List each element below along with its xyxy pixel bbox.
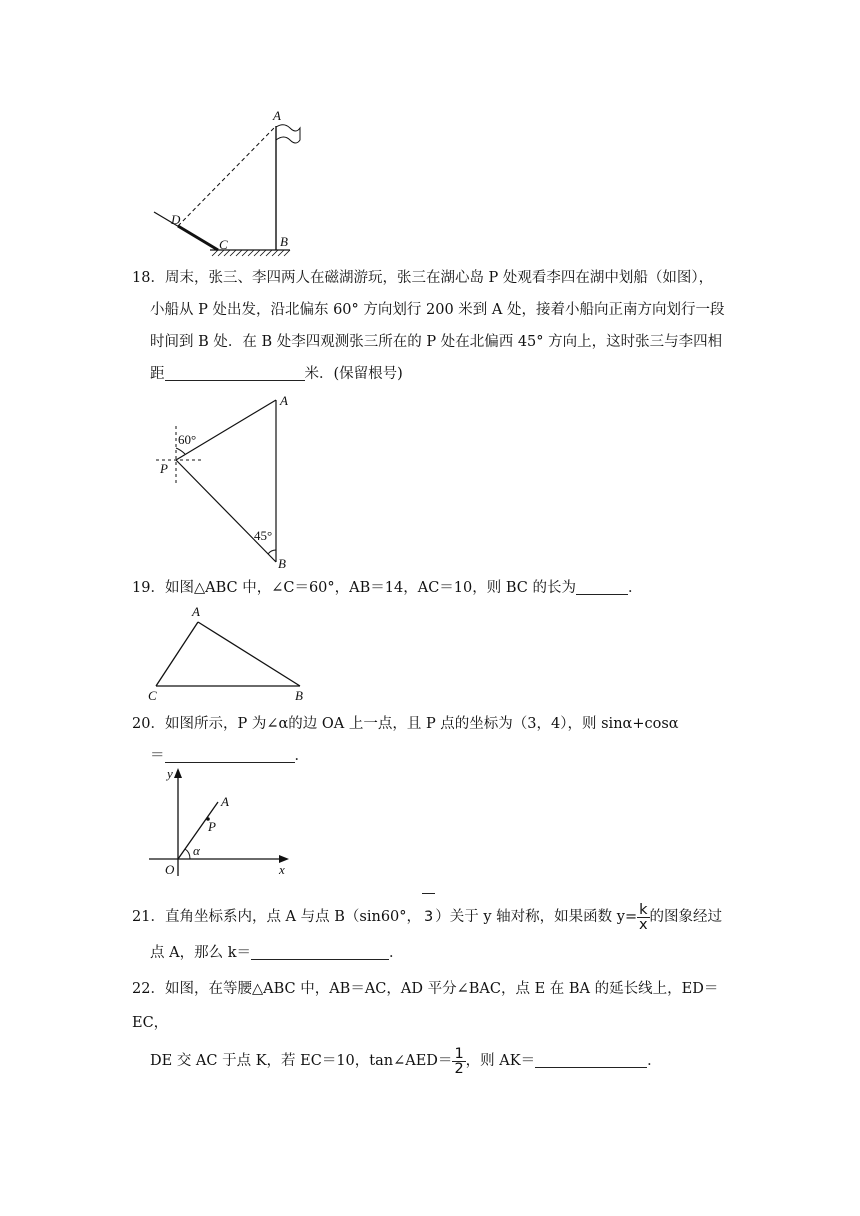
label-B: B: [295, 688, 303, 703]
question-number: 19．: [132, 580, 165, 596]
fraction-one-half: [452, 1047, 465, 1076]
fraction-denominator: 2: [454, 1060, 464, 1077]
angle-45-label: 45°: [254, 528, 273, 543]
label-P: P: [160, 461, 168, 476]
question-text: 如图△ABC 中，∠C＝60°，AB＝14，AC＝10，则 BC 的长为: [164, 580, 576, 596]
question-text: ，则 AK＝: [465, 1053, 536, 1069]
label-A: A: [273, 108, 281, 123]
question-text: ．: [388, 945, 404, 961]
question-20: [132, 708, 742, 772]
question-number: 21．: [132, 909, 165, 925]
figure-q19-triangle-abc: [140, 600, 320, 710]
label-B: B: [278, 556, 286, 571]
sqrt-expression: 3: [422, 893, 435, 940]
label-A: A: [221, 794, 229, 809]
question-text: 如图所示，P 为∠α的边 OA 上一点，且 P 点的坐标为（3，4），则 sinα+cosα: [164, 716, 679, 732]
label-A: A: [192, 604, 200, 619]
label-C: C: [219, 237, 228, 252]
figure-q17-flagpole: [140, 100, 310, 270]
question-text: ．: [627, 580, 643, 596]
figure-q20-coordinate-angle: [145, 764, 295, 879]
question-number: 20．: [132, 716, 165, 732]
label-alpha: α: [193, 843, 200, 858]
answer-blank[interactable]: [576, 578, 628, 595]
question-text: 直角坐标系内，点 A 与点 B（sin60°，: [164, 909, 422, 925]
question-text: 如图，在等腰△ABC 中，AB＝AC，AD 平分∠BAC，点 E 在 BA 的延长线上，ED＝EC，: [132, 981, 719, 1031]
question-text: ．: [647, 1053, 662, 1069]
question-text: ＝: [150, 748, 165, 764]
question-21: [132, 893, 752, 966]
label-B: B: [280, 234, 288, 249]
fraction-numerator: 1: [454, 1045, 464, 1062]
question-number: 22．: [132, 981, 165, 997]
question-text: 距: [150, 366, 165, 382]
answer-blank[interactable]: [251, 943, 389, 960]
fraction-numerator: k: [639, 901, 648, 918]
answer-blank[interactable]: [165, 364, 305, 381]
label-P: P: [208, 819, 216, 834]
question-18: [132, 262, 752, 390]
label-y: y: [167, 766, 173, 781]
question-text: 的图象经过: [649, 909, 723, 925]
question-text: DE 交 AC 于点 K，若 EC＝10，tan∠AED＝: [150, 1053, 453, 1069]
label-A: A: [280, 393, 288, 408]
question-text: 米．(保留根号): [304, 366, 403, 382]
question-number: 18．: [132, 270, 165, 286]
question-text: ．: [294, 748, 309, 764]
question-text-line: 小船从 P 处出发，沿北偏东 60° 方向划行 200 米到 A 处，接着小船向正南方向划行一段: [150, 302, 725, 318]
question-text-line: 时间到 B 处．在 B 处李四观测张三所在的 P 处在北偏西 45° 方向上，这时张三与李四相: [150, 334, 723, 350]
angle-60-label: 60°: [178, 432, 197, 447]
question-22: [132, 972, 752, 1078]
fraction-k-over-x: [637, 903, 649, 932]
answer-blank[interactable]: [535, 1051, 647, 1068]
question-text: ）关于 y 轴对称，如果函数 y=: [435, 909, 638, 925]
question-text-line: 周末，张三、李四两人在磁湖游玩，张三在湖心岛 P 处观看李四在湖中划船（如图），: [164, 270, 714, 286]
fraction-denominator: x: [639, 916, 648, 933]
answer-blank[interactable]: [165, 746, 295, 763]
label-D: D: [171, 212, 181, 227]
figure-q18-triangle-pab: [148, 388, 308, 573]
question-text: 点 A，那么 k＝: [150, 945, 251, 961]
label-C: C: [148, 688, 157, 703]
label-O: O: [165, 862, 175, 877]
label-x: x: [279, 862, 285, 877]
